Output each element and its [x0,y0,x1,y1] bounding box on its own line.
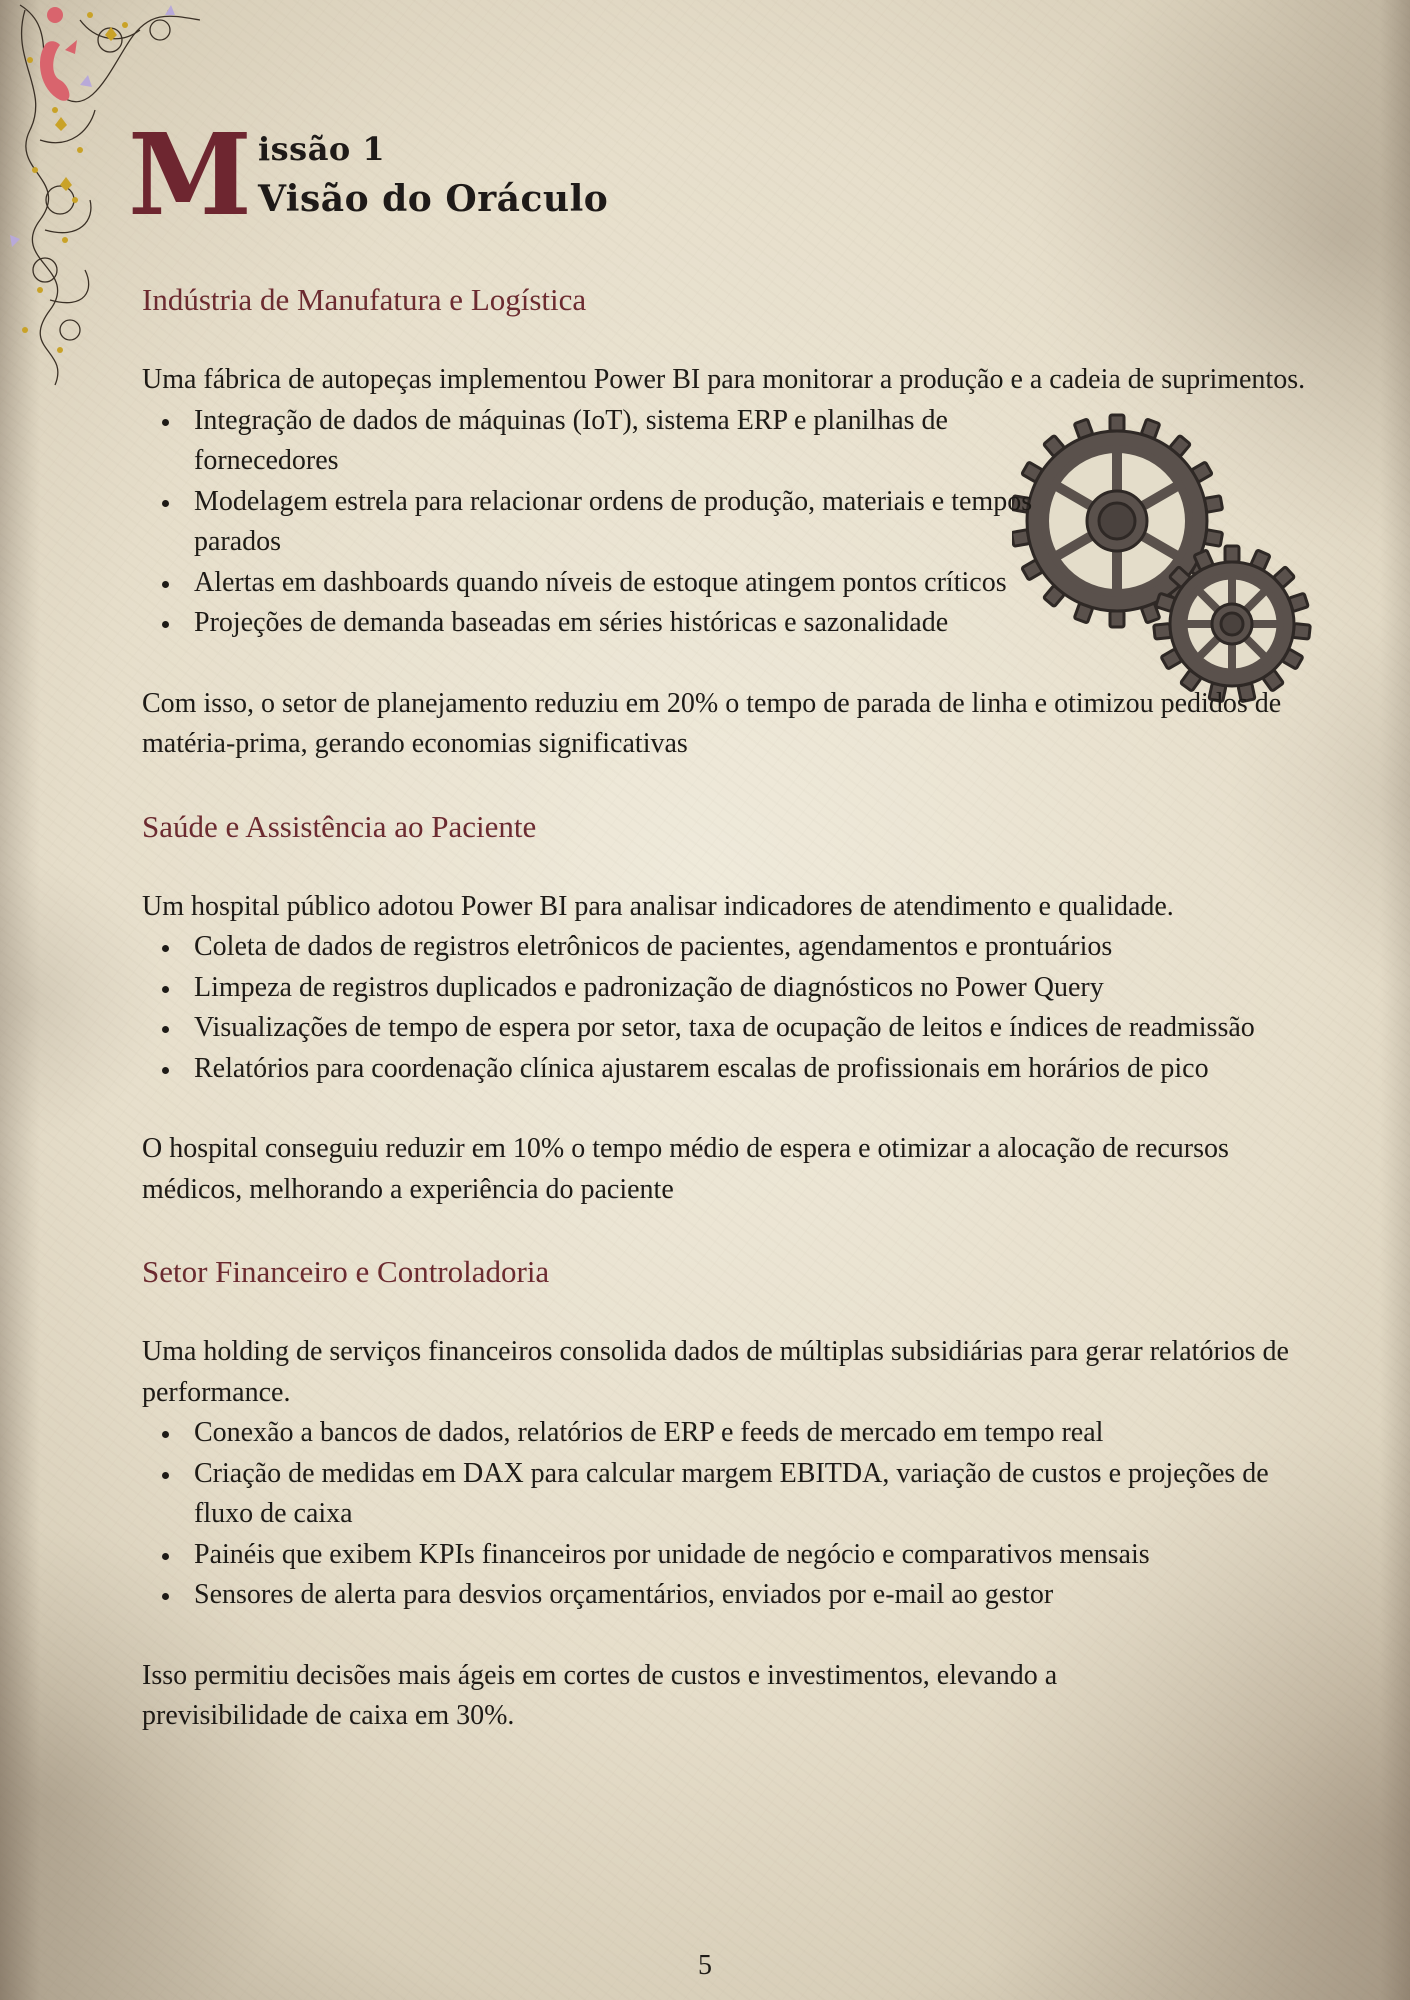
bullet-list [142,1413,1327,1616]
list-item: Painéis que exibem KPIs financeiros por unidade de negócio e comparativos mensais [194,1535,1327,1576]
document-body [142,280,1327,1737]
section-heading: Indústria de Manufatura e Logística [142,282,587,317]
bullet-list [142,401,1074,644]
bullet-list [142,927,1327,1089]
section-healthcare [142,807,1327,1211]
list-item: Limpeza de registros duplicados e padronização de diagnósticos no Power Query [194,968,1327,1009]
list-item: Alertas em dashboards quando níveis de estoque atingem pontos críticos [194,563,1074,604]
section-intro: Uma fábrica de autopeças implementou Power BI para monitorar a produção e a cadeia de suprimentos. [142,364,1306,395]
list-item: Visualizações de tempo de espera por setor, taxa de ocupação de leitos e índices de readmissão [194,1008,1327,1049]
list-item: Modelagem estrela para relacionar ordens de produção, materiais e tempos parados [194,482,1074,563]
section-conclusion: Com isso, o setor de planejamento reduziu em 20% o tempo de parada de linha e otimizou pedidos de matéria-prima, gerando economias significativas [142,687,1282,759]
section-manufacturing [142,280,1327,765]
list-item: Criação de medidas em DAX para calcular margem EBITDA, variação de custos e projeções de fluxo de caixa [194,1454,1327,1535]
section-heading: Setor Financeiro e Controladoria [142,1254,550,1289]
section-conclusion: O hospital conseguiu reduzir em 10% o tempo médio de espera e otimizar a alocação de recursos médicos, melhorando a experiência do paciente [142,1133,1229,1205]
section-finance [142,1252,1327,1737]
section-conclusion: Isso permitiu decisões mais ágeis em cortes de custos e investimentos, elevando a previsibilidade de caixa em 30%. [142,1659,1058,1731]
list-item: Integração de dados de máquinas (IoT), sistema ERP e planilhas de fornecedores [194,401,1074,482]
section-heading: Saúde e Assistência ao Paciente [142,808,537,844]
list-item: Coleta de dados de registros eletrônicos de pacientes, agendamentos e prontuários [194,927,1327,968]
title-drop-cap: M [128,110,248,241]
title-line-subtitle: Visão do Oráculo [258,178,609,220]
list-item: Sensores de alerta para desvios orçamentários, enviados por e-mail ao gestor [194,1575,1327,1616]
list-item: Relatórios para coordenação clínica ajustarem escalas de profissionais em horários de pico [194,1049,1327,1090]
list-item: Projeções de demanda baseadas em séries históricas e sazonalidade [194,603,1074,644]
section-intro: Uma holding de serviços financeiros consolida dados de múltiplas subsidiárias para gerar relatórios de performance. [142,1336,1289,1408]
title-line-mission: issão 1 [258,130,386,168]
list-item: Conexão a bancos de dados, relatórios de ERP e feeds de mercado em tempo real [194,1413,1327,1454]
section-intro: Um hospital público adotou Power BI para analisar indicadores de atendimento e qualidade. [142,890,1174,922]
page-number: 5 [698,1950,712,1981]
